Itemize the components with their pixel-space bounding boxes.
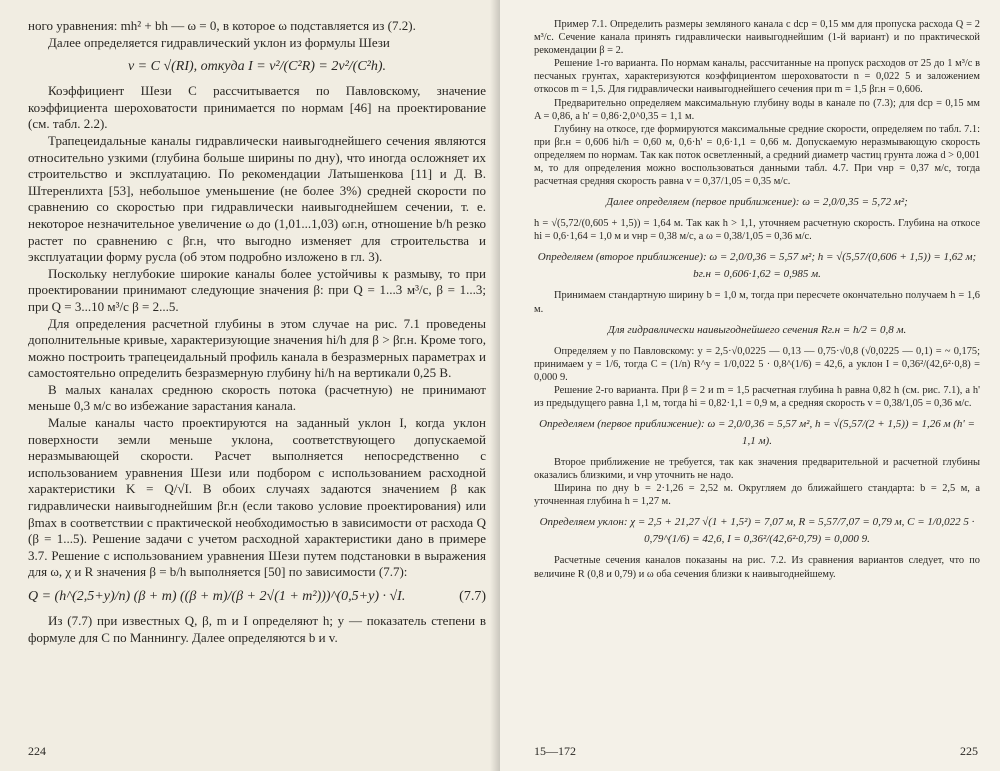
paragraph: h = √(5,72/(0,605 + 1,5)) = 1,64 м. Так как h > 1,1, уточняем расчетную скорость. Глубина на откосе hi = 0,6·1,64 = 1,0 м и vнр = 0,38 м/с, а ω = 0,38/1,05 = 0,36 м/с. (534, 218, 980, 243)
formula-line: Определяем уклон: χ = 2,5 + 21,27 √(1 + 1,5²) = 7,07 м, R = 5,57/7,07 = 0,79 м, C = 1/0,022 5 · 0,79^(1/6) = 42,6, I = 0,36²/(42,6²·0,79) = 0,000 9. (539, 516, 975, 546)
paragraph: Далее определяется гидравлический уклон из формулы Шези (48, 34, 390, 50)
paragraph: ного уравнения: mh² + bh — ω = 0, в которое ω подставляется из (7.2). (28, 18, 416, 33)
right-page (500, 0, 1000, 771)
formula-chezy: v = C √(RI), откуда I = v²/(C²R) = 2v²/(C²h). (127, 59, 387, 75)
paragraph: Трапецеидальные каналы гидравлически наивыгоднейшего сечения являются относительно узкими (глубина больше ширины по дну), что иногда осложняет их строительство и эксплуатацию. По рекомендации Латышенкова [11] и Д. В. Штеренлихта [53], небольшое уменьшение (не более 3%) средней скорости по сравнению со скоростью при гидравлически наивыгоднейшем сечении, т. е. некоторое незначительное увеличение ω до (1,01...1,03) ωг.н, отношение b/h резко растет по сравнению с βг.н, что выгодно изменяет для строительства и эксплуатации форму русла (об этом подробно изложено в гл. 3). (28, 132, 486, 265)
equation-number: (7.7) (459, 589, 486, 604)
formula-line: Определяем (второе приближение): ω = 2,0/0,36 = 5,57 м²; h = √(5,57/(0,606 + 1,5)) = 1,62 м; bг.н = 0,606·1,62 = 0,985 м. (537, 251, 977, 281)
paragraph: Предварительно определяем максимальную глубину воды в канале по (7.3); для dср = 0,15 мм A = 0,86, а h' = 0,86·2,0^0,35 = 1,1 м. (534, 97, 980, 122)
paragraph: Решение 2-го варианта. При β = 2 и m = 1,5 расчетная глубина h равна 0,82 h (см. рис. 7.1), а h' из предыдущего равна 1,1 м, тогда hi = 0,82·1,1 = 0,9 м, а средняя скорость v = 0,38/1,05 = 0,36 м/с. (534, 384, 980, 409)
paragraph: Глубину на откосе, где формируются максимальные средние скорости, определяем по табл. 7.1: при βг.н = 0,606 hi/h = 0,60 м, 0,6·h' = 0,6·1,1 = 0,66 м. Допускаемую неразмывающую скорость определяем по нормам. Так как поток осветленный, а средний диаметр частиц грунта ложа d > 0,001 м, то для определения можно воспользоваться данными табл. 4.7. При vнр = 0,37 м/с, тогда расчетная средняя скорость равна v = 0,37/1,05 = 0,35 м/с. (534, 123, 980, 188)
paragraph: Из (7.7) при известных Q, β, m и I определяют h; y — показатель степени в формуле для C по Маннингу. Далее определяются b и v. (28, 613, 486, 645)
paragraph: Решение 1-го варианта. По нормам каналы, рассчитанные на пропуск расходов от 25 до 1 м³/с в песчаных грунтах, характеризуются коэффициентом шероховатости n = 0,022 5 и заложением откосов m = 1,5. Для гидравлически наивыгоднейшего сечения при m = 1,5 βг.н = 0,606. (534, 58, 980, 96)
formula-line: Для гидравлически наивыгоднейшего сечения Rг.н = h/2 = 0,8 м. (607, 323, 907, 336)
paragraph: В малых каналах среднюю скорость потока (расчетную) не принимают меньше 0,3 м/с во избежание зарастания канала. (28, 381, 486, 414)
page-number: 224 (28, 744, 46, 758)
paragraph: Ширина по дну b = 2·1,26 = 2,52 м. Округляем до ближайшего стандарта: b = 2,5 м, а уточненная глубина h = 1,27 м. (534, 483, 980, 508)
page-number: 225 (960, 744, 978, 758)
paragraph: Для определения расчетной глубины в этом случае на рис. 7.1 проведены дополнительные кривые, характеризующие значения hi/h для β > βг.н. Кроме того, можно построить трапецеидальный профиль канала в безразмерных параметрах и самостоятельно определить безразмерную глубину hi/h на вертикали 0,25 B. (28, 315, 486, 381)
formula-7-7-body: Q = (h^(2,5+y)/n) (β + m) ((β + m)/(β + 2√(1 + m²)))^(0,5+y) · √I. (28, 589, 406, 604)
formula-line: Далее определяем (первое приближение): ω = 2,0/0,35 = 5,72 м²; (606, 196, 908, 209)
paragraph: Коэффициент Шези C рассчитывается по Павловскому, значение коэффициента шероховатости принимается по нормам [46] на проектирование (см. табл. 2.2). (28, 83, 486, 132)
formula-line: Определяем (первое приближение): ω = 2,0/0,36 = 5,57 м², h = √(5,57/(2 + 1,5)) = 1,26 м (h' = 1,1 м). (539, 418, 975, 448)
paragraph: Расчетные сечения каналов показаны на рис. 7.2. Из сравнения вариантов следует, что по величине R (0,8 и 0,79) и ω оба сечения близки к наивыгоднейшему. (534, 555, 980, 580)
signature-mark: 15—172 (534, 744, 576, 758)
paragraph: Малые каналы часто проектируются на заданный уклон I, когда уклон поверхности земли меньше уклона, соответствующего допускаемой неразмывающей скорости. Расчет выполняется непосредственно с использованием уравнения Шези или подбором с использованием расходной характеристики K = Q/√I. В обоих случаях задаются значением β как гидравлически наивыгоднейшим βг.н (если таково условие проектирования) или βmax в соответствии с практической необходимостью в зависимости от расхода Q (β = 1...5). Решение задачи с учетом расходной характеристики дано в примере 3.7. Решение с использованием уравнения Шези путем подстановки в выражения для ω, χ и R значения β = b/h выполняется [50] по зависимости (7.7): (28, 415, 486, 580)
paragraph: Определяем y по Павловскому: y = 2,5·√0,0225 — 0,13 — 0,75·√0,8 (√0,0225 — 0,1) = ~ 0,175; принимаем y = 1/6, тогда C = (1/n) R^y = 1/0,022 5 · 0,8^(1/6) = 42,6, а уклон I = 0,36²/(42,6²·0,8) = 0,000 9. (534, 345, 980, 383)
paragraph: Второе приближение не требуется, так как значения предварительной и расчетной глубины оказались близкими, и vнр уточнить не надо. (534, 457, 980, 482)
paragraph: Пример 7.1. Определить размеры земляного канала с dср = 0,15 мм для пропуска расхода Q = 2 м³/с. Сечение канала принять гидравлически наивыгоднейшим (1-й вариант) и по практической рекомендации β = 2. (534, 19, 980, 57)
paragraph: Принимаем стандартную ширину b = 1,0 м, тогда при пересчете окончательно получаем h = 1,6 м. (534, 290, 980, 315)
formula-7-7 (28, 587, 486, 607)
paragraph: Поскольку неглубокие широкие каналы более устойчивы к размыву, то при проектировании принимают следующие значения β: при Q = 1...3 м³/с, β = 1...3; при Q = 3...10 м³/с β = 2...5. (28, 265, 486, 314)
